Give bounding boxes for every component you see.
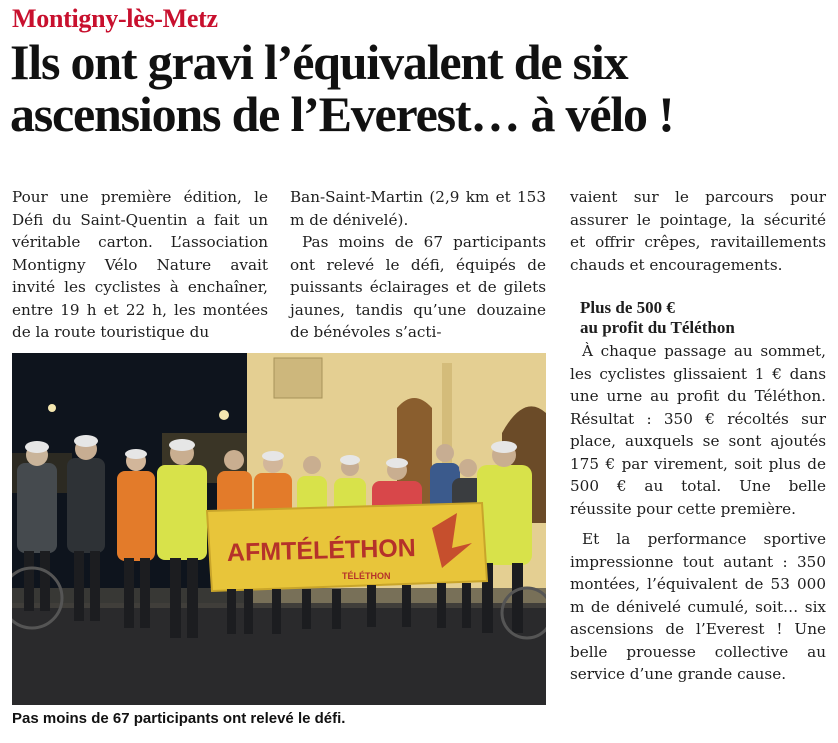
photo-caption: Pas moins de 67 participants ont relevé le défi.: [12, 710, 346, 727]
article-column-2: [290, 186, 546, 344]
headline-line-1: Ils ont gravi l’équivalent de six: [10, 34, 628, 90]
article-headline: [10, 36, 830, 140]
banner-text: AFMTÉLÉTHON: [226, 534, 417, 568]
article-column-3: [570, 186, 826, 686]
column-1-paragraph: Pour une première édition, le Défi du Saint-Quentin a fait un véritable carton. L’association Montigny Vélo Nature avait invité les cyclistes à enchaîner, entre 19 h et 22 h, les montées de la route touristique du: [12, 188, 268, 341]
column-3-paragraph-3: Et la performance sportive impressionne tout autant : 350 montées, l’équivalent de 53 000 m de dénivelé cumulé, soit… six ascensions de l’Everest ! Une belle prouesse collective au service d’une grande cause.: [570, 530, 826, 683]
headline-line-2: ascensions de l’Everest… à vélo !: [10, 86, 674, 142]
article-photo: [12, 353, 546, 705]
banner-small-text: TÉLÉTHON: [342, 571, 391, 581]
plaque: [274, 358, 322, 398]
article-kicker: Montigny-lès-Metz: [12, 4, 218, 33]
article-column-1: [12, 186, 268, 344]
column-2-paragraph-1: Ban-Saint-Martin (2,9 km et 153 m de dénivelé).: [290, 188, 546, 229]
subhead-line-2: au profit du Téléthon: [580, 318, 735, 337]
column-2-paragraph-2: Pas moins de 67 participants ont relevé le défi, équipés de puissants éclairages et de gilets jaunes, tandis qu’une douzaine de bénévoles s’acti-: [290, 233, 546, 341]
section-subhead: [580, 298, 826, 338]
street-lamp: [219, 410, 229, 420]
column-3-paragraph-1: vaient sur le parcours pour assurer le pointage, la sécurité et offrir crêpes, ravitaillements chauds et encouragements.: [570, 188, 826, 274]
street-lamp: [48, 404, 56, 412]
telethon-banner: [207, 503, 487, 591]
subhead-line-1: Plus de 500 €: [580, 298, 675, 317]
column-3-paragraph-2: À chaque passage au sommet, les cyclistes glissaient 1 € dans une urne au profit du Téléthon. Résultat : 350 € récoltés sur place, auxquels se sont ajoutés 175 € par virement, soit plus de 500 € au total. Une belle réussite pour cette première.: [570, 342, 826, 518]
group-photo-illustration: [12, 353, 546, 705]
